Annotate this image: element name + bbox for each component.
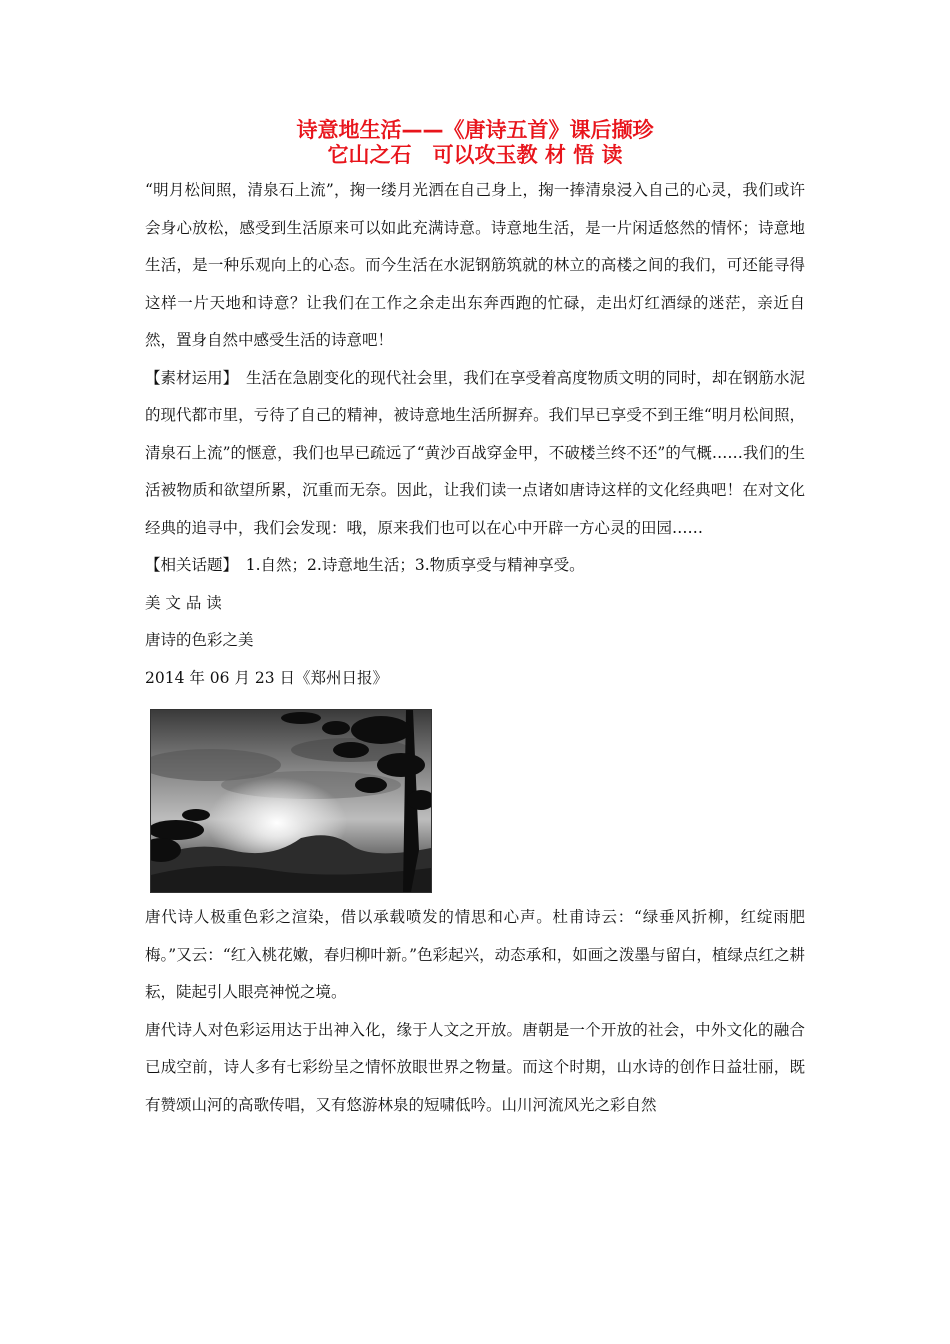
- title-line-2: 它山之石 可以攻玉教 材 悟 读: [327, 143, 623, 167]
- article-source: 2014 年 06 月 23 日《郑州日报》: [145, 668, 389, 687]
- document-page: [145, 118, 805, 1124]
- intro-paragraph: “明月松间照，清泉石上流”，掬一缕月光洒在自己身上，掬一捧清泉浸入自己的心灵，我们或许会身心放松，感受到生活原来可以如此充满诗意。诗意地生活，是一片闲适悠然的情怀；诗意地生活，是一种乐观向上的心态。而今生活在水泥钢筋筑就的林立的高楼之间的我们，可还能寻得这样一片天地和诗意？让我们在工作之余走出东奔西跑的忙碌，走出灯红酒绿的迷茫，亲近自然，置身自然中感受生活的诗意吧！: [145, 181, 805, 349]
- material-label: 【素材运用】: [145, 368, 231, 387]
- sunset-photo: [150, 709, 432, 893]
- section-heading: 美 文 品 读: [145, 593, 222, 612]
- material-text: 生活在急剧变化的现代社会里，我们在享受着高度物质文明的同时，却在钢筋水泥的现代都市里，亏待了自己的精神，被诗意地生活所摒弃。我们早已享受不到王维“明月松间照，清泉石上流”的惬意，我们也早已疏远了“黄沙百战穿金甲，不破楼兰终不还”的气概……我们的生活被物质和欲望所累，沉重而无奈。因此，让我们读一点诸如唐诗这样的文化经典吧！在对文化经典的追寻中，我们会发现：哦，原来我们也可以在心中开辟一方心灵的田园……: [145, 368, 805, 537]
- article-paragraph-2: 唐代诗人对色彩运用达于出神入化，缘于人文之开放。唐朝是一个开放的社会，中外文化的融合已成空前，诗人多有七彩纷呈之情怀放眼世界之物量。而这个时期，山水诗的创作日益壮丽，既有赞颂山河的高歌传唱，又有悠游林泉的短啸低吟。山川河流风光之彩自然: [145, 1020, 805, 1114]
- title-line-1: 诗意地生活——《唐诗五首》课后撷珍: [296, 118, 654, 142]
- article-paragraph-1: 唐代诗人极重色彩之渲染，借以承载喷发的情思和心声。杜甫诗云：“绿垂风折柳，红绽雨肥梅。”又云：“红入桃花嫩，春归柳叶新。”色彩起兴，动态承和，如画之泼墨与留白，植绿点红之耕耘，陡起引人眼亮神悦之境。: [145, 908, 805, 1001]
- topics-text: 1.自然；2.诗意地生活；3.物质享受与精神享受。: [230, 556, 585, 574]
- material-paragraph: [145, 360, 805, 548]
- topics-label: 【相关话题】: [145, 556, 231, 574]
- topics-paragraph: [145, 547, 805, 585]
- article-title: 唐诗的色彩之美: [145, 631, 254, 649]
